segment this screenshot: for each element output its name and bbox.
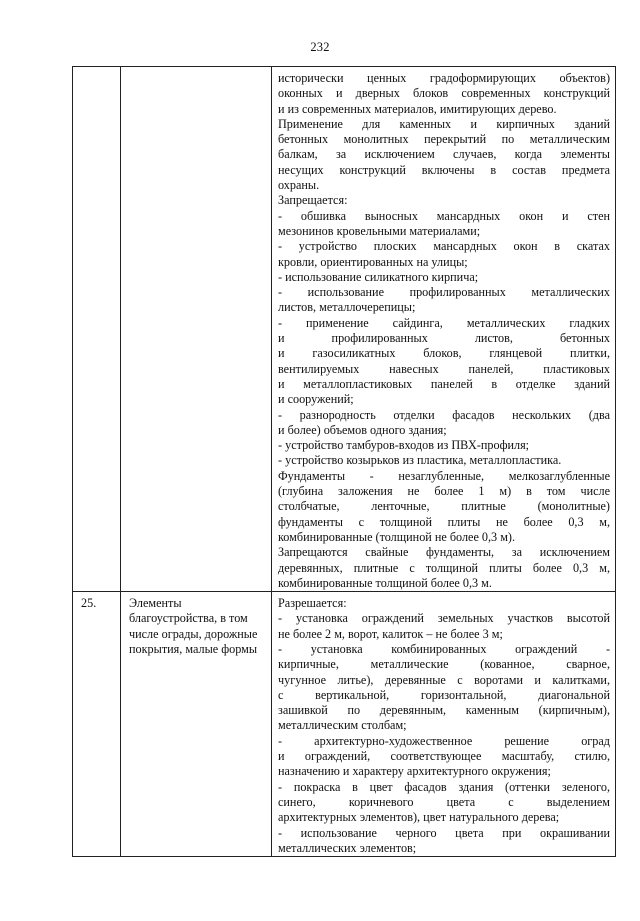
element-name-line: Элементы (129, 596, 182, 611)
row-number-cell (73, 67, 121, 592)
element-name-line: числе ограды, дорожные (129, 626, 258, 641)
table-row (73, 67, 616, 592)
requirement-line: и сооружений; (278, 392, 354, 407)
requirement-line: охраны. (278, 178, 320, 193)
requirement-line: и из современных материалов, имитирующих дерево. (278, 101, 557, 116)
requirements-text (272, 71, 615, 591)
element-name-cell (121, 67, 272, 592)
requirement-line: архитектурных элементов), цвет натурального дерева; (278, 810, 560, 825)
requirement-line: назначению и характеру архитектурного окружения; (278, 764, 551, 779)
requirement-line: и газосиликатных блоков, глянцевой плитки, (278, 346, 610, 361)
requirement-line: - устройство тамбуров-входов из ПВХ-профиля; (278, 438, 530, 453)
requirement-line: металлических элементов; (278, 840, 417, 855)
requirement-line: Запрещаются свайные фундаменты, за исключением (278, 545, 610, 560)
regulations-table (72, 66, 616, 857)
requirement-line: - установка комбинированных ограждений - (278, 641, 610, 656)
requirement-line: - покраска в цвет фасадов здания (оттенки зеленого, (278, 779, 610, 794)
requirement-line: оконных и дверных блоков современных конструкций (278, 86, 610, 101)
requirement-line: - установка ограждений земельных участков высотой (278, 611, 610, 626)
table-body (73, 67, 616, 857)
requirements-cell (272, 67, 616, 592)
requirements-cell (272, 592, 616, 857)
requirement-line: столбчатые, ленточные, плитные (монолитные) (278, 499, 610, 514)
row-number: 25. (81, 596, 97, 611)
requirement-line: синего, коричневого цвета с выделением (278, 794, 610, 809)
requirement-line: вентилируемых навесных панелей, пластиковых (278, 361, 610, 376)
requirement-line: Фундаменты - незаглубленные, мелкозаглубленные (278, 468, 610, 483)
requirement-line: (глубина заложения не более 1 м) в том числе (278, 484, 610, 499)
requirement-line: и профилированных листов, бетонных (278, 331, 610, 346)
table-row (73, 592, 616, 857)
requirement-line: и металлопластиковых панелей в отделке зданий (278, 376, 610, 391)
requirement-line: комбинированные толщиной более 0,3 м. (278, 575, 492, 590)
requirement-line: не более 2 м, ворот, калиток – не более 3 м; (278, 626, 503, 641)
requirement-line: - использование профилированных металлических (278, 285, 610, 300)
page-number: 232 (310, 40, 330, 54)
requirement-line: фундаменты с толщиной плиты не более 0,3 м, (278, 514, 610, 529)
requirements-text (272, 596, 615, 856)
requirement-line: и ограждений, соответствующее масштабу, стилю, (278, 749, 610, 764)
requirement-line: кирпичные, металлические (кованное, сварное, (278, 657, 610, 672)
element-name (121, 596, 271, 657)
requirement-line: с вертикальной, горизонтальной, диагональной (278, 687, 610, 702)
requirement-line: - применение сайдинга, металлических гладких (278, 315, 610, 330)
requirement-line: Запрещается: (278, 193, 348, 208)
element-name-line: покрытия, малые формы (129, 641, 258, 656)
requirement-line: бетонных монолитных перекрытий по металлическим (278, 132, 610, 147)
requirement-line: комбинированные (толщиной не более 0,3 м). (278, 529, 516, 544)
requirement-line: Разрешается: (278, 596, 347, 611)
requirement-line: и более) объемов одного здания; (278, 422, 447, 437)
requirement-line: чугунное литье), деревянные с воротами и калитками, (278, 672, 610, 687)
requirement-line: металлическим столбам; (278, 718, 407, 733)
requirement-line: деревянных, плитные с толщиной плиты более 0,3 м, (278, 560, 610, 575)
requirement-line: - архитектурно-художественное решение оград (278, 733, 610, 748)
requirement-line: - использование силикатного кирпича; (278, 269, 479, 284)
requirement-line: балкам, за исключением случаев, когда элементы (278, 147, 610, 162)
requirement-line: листов, металлочерепицы; (278, 300, 416, 315)
element-name-line: благоустройства, в том (129, 611, 248, 626)
row-number-cell (73, 592, 121, 857)
requirement-line: - использование черного цвета при окрашивании (278, 825, 610, 840)
requirement-line: Применение для каменных и кирпичных зданий (278, 116, 610, 131)
requirement-line: - устройство козырьков из пластика, металлопластика. (278, 453, 562, 468)
requirement-line: несущих конструкций включены в состав предмета (278, 162, 610, 177)
requirement-line: зашивкой по деревянным, каменным (кирпичным), (278, 703, 610, 718)
requirement-line: кровли, ориентированных на улицы; (278, 254, 468, 269)
requirement-line: мезонинов кровельными материалами; (278, 223, 481, 238)
requirement-line: исторически ценных градоформирующих объектов) (278, 71, 610, 85)
requirement-line: - устройство плоских мансардных окон в скатах (278, 239, 610, 254)
requirement-line: - обшивка выносных мансардных окон и стен (278, 208, 610, 223)
element-name-cell (121, 592, 272, 857)
requirement-line: - разнородность отделки фасадов нескольких (два (278, 407, 610, 422)
